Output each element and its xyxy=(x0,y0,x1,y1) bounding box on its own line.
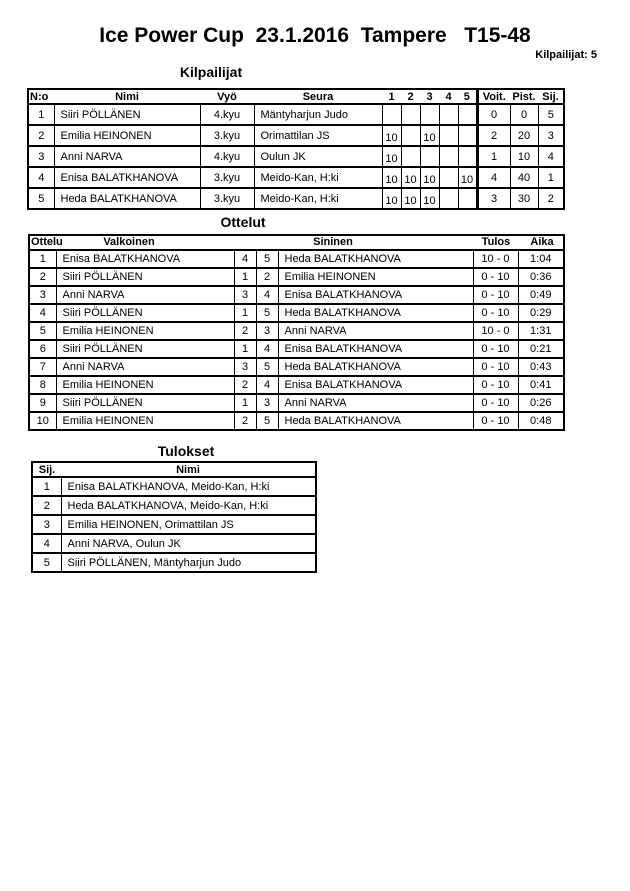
kilpailijat-row xyxy=(28,146,564,167)
wins-cell: 1 xyxy=(477,146,510,167)
col-header-sij: Sij. xyxy=(538,89,564,104)
ottelut-table-body xyxy=(29,250,564,430)
col-header-result-sij: Sij. xyxy=(32,462,61,477)
match-number-cell: 2 xyxy=(29,268,56,286)
blue-number-cell: 5 xyxy=(256,304,278,322)
time-cell: 1:31 xyxy=(518,322,564,340)
round-1-score-cell: 10 xyxy=(382,125,401,146)
final-placement-cell: 4 xyxy=(32,534,61,553)
round-3-score-cell: 10 xyxy=(420,188,439,209)
belt-grade-cell: 4.kyu xyxy=(200,104,254,125)
competitors-count: Kilpailijat: 5 xyxy=(535,49,597,61)
kilpailijat-row xyxy=(28,188,564,209)
kilpailijat-row xyxy=(28,167,564,188)
white-number-cell: 1 xyxy=(234,394,256,412)
wins-cell: 0 xyxy=(477,104,510,125)
white-number-cell: 2 xyxy=(234,412,256,430)
match-number-cell: 1 xyxy=(29,250,56,268)
white-number-cell: 1 xyxy=(234,340,256,358)
blue-competitor-cell: Heda BALATKHANOVA xyxy=(278,358,473,376)
white-competitor-cell: Anni NARVA xyxy=(56,358,234,376)
white-number-cell: 4 xyxy=(234,250,256,268)
tulokset-row xyxy=(32,477,316,496)
belt-grade-cell: 3.kyu xyxy=(200,125,254,146)
section-title-ottelut: Ottelut xyxy=(220,214,266,230)
blue-competitor-cell: Emilia HEINONEN xyxy=(278,268,473,286)
white-number-cell: 2 xyxy=(234,322,256,340)
competitor-name-cell: Heda BALATKHANOVA xyxy=(54,188,200,209)
ottelut-row xyxy=(29,376,564,394)
white-competitor-cell: Emilia HEINONEN xyxy=(56,412,234,430)
white-number-cell: 1 xyxy=(234,268,256,286)
round-1-score-cell xyxy=(382,104,401,125)
round-1-score-cell: 10 xyxy=(382,167,401,188)
white-competitor-cell: Siiri PÖLLÄNEN xyxy=(56,304,234,322)
round-4-score-cell xyxy=(439,146,458,167)
page-title: Ice Power Cup 23.1.2016 Tampere T15-48 xyxy=(99,24,531,47)
tulokset-table xyxy=(31,461,317,573)
section-title-tulokset: Tulokset xyxy=(157,443,215,459)
belt-grade-cell: 3.kyu xyxy=(200,188,254,209)
result-cell: 0 - 10 xyxy=(473,358,518,376)
ottelut-row xyxy=(29,268,564,286)
blue-competitor-cell: Enisa BALATKHANOVA xyxy=(278,376,473,394)
match-number-cell: 7 xyxy=(29,358,56,376)
time-cell: 1:04 xyxy=(518,250,564,268)
match-number-cell: 3 xyxy=(29,286,56,304)
ottelut-row xyxy=(29,304,564,322)
tulokset-header-row xyxy=(32,462,316,477)
wins-cell: 4 xyxy=(477,167,510,188)
round-3-score-cell: 10 xyxy=(420,167,439,188)
blue-competitor-cell: Heda BALATKHANOVA xyxy=(278,250,473,268)
white-competitor-cell: Emilia HEINONEN xyxy=(56,322,234,340)
round-4-score-cell xyxy=(439,167,458,188)
ottelut-row xyxy=(29,412,564,430)
competitor-number-cell: 5 xyxy=(28,188,54,209)
time-cell: 0:26 xyxy=(518,394,564,412)
time-cell: 0:48 xyxy=(518,412,564,430)
tulokset-row xyxy=(32,534,316,553)
white-number-cell: 3 xyxy=(234,358,256,376)
result-cell: 0 - 10 xyxy=(473,412,518,430)
ottelut-header-row xyxy=(29,235,564,250)
blue-number-cell: 3 xyxy=(256,322,278,340)
placement-cell: 2 xyxy=(538,188,564,209)
final-name-cell: Emilia HEINONEN, Orimattilan JS xyxy=(61,515,316,534)
white-competitor-cell: Siiri PÖLLÄNEN xyxy=(56,268,234,286)
ottelut-row xyxy=(29,286,564,304)
blue-competitor-cell: Enisa BALATKHANOVA xyxy=(278,340,473,358)
final-name-cell: Heda BALATKHANOVA, Meido-Kan, H:ki xyxy=(61,496,316,515)
col-header-pist: Pist. xyxy=(510,89,538,104)
ottelut-row xyxy=(29,358,564,376)
round-2-score-cell: 10 xyxy=(401,167,420,188)
ottelut-table xyxy=(28,234,565,431)
points-cell: 0 xyxy=(510,104,538,125)
final-placement-cell: 1 xyxy=(32,477,61,496)
result-cell: 0 - 10 xyxy=(473,286,518,304)
blue-competitor-cell: Anni NARVA xyxy=(278,322,473,340)
final-placement-cell: 2 xyxy=(32,496,61,515)
ottelut-row xyxy=(29,250,564,268)
result-cell: 0 - 10 xyxy=(473,268,518,286)
blue-number-cell: 4 xyxy=(256,286,278,304)
kilpailijat-row xyxy=(28,104,564,125)
col-header-round-4: 4 xyxy=(439,89,458,104)
col-header-nimi: Nimi xyxy=(54,89,200,104)
col-header-result-nimi: Nimi xyxy=(61,462,316,477)
blue-number-cell: 5 xyxy=(256,412,278,430)
time-cell: 0:41 xyxy=(518,376,564,394)
time-cell: 0:49 xyxy=(518,286,564,304)
time-cell: 0:36 xyxy=(518,268,564,286)
final-placement-cell: 3 xyxy=(32,515,61,534)
time-cell: 0:21 xyxy=(518,340,564,358)
final-name-cell: Enisa BALATKHANOVA, Meido-Kan, H:ki xyxy=(61,477,316,496)
blue-number-cell: 4 xyxy=(256,376,278,394)
blue-competitor-cell: Enisa BALATKHANOVA xyxy=(278,286,473,304)
competitor-name-cell: Enisa BALATKHANOVA xyxy=(54,167,200,188)
round-2-score-cell xyxy=(401,146,420,167)
club-cell: Meido-Kan, H:ki xyxy=(254,167,382,188)
tulokset-table-body xyxy=(32,477,316,572)
competitor-name-cell: Anni NARVA xyxy=(54,146,200,167)
final-name-cell: Siiri PÖLLÄNEN, Mäntyharjun Judo xyxy=(61,553,316,572)
col-header-sininen: Sininen xyxy=(313,236,353,248)
wins-cell: 3 xyxy=(477,188,510,209)
competitor-number-cell: 3 xyxy=(28,146,54,167)
col-header-vyo: Vyö xyxy=(200,89,254,104)
match-number-cell: 9 xyxy=(29,394,56,412)
result-cell: 0 - 10 xyxy=(473,376,518,394)
placement-cell: 1 xyxy=(538,167,564,188)
white-competitor-cell: Enisa BALATKHANOVA xyxy=(56,250,234,268)
col-header-seura: Seura xyxy=(254,89,382,104)
competitor-name-cell: Siiri PÖLLÄNEN xyxy=(54,104,200,125)
col-header-round-1: 1 xyxy=(382,89,401,104)
white-competitor-cell: Anni NARVA xyxy=(56,286,234,304)
blue-competitor-cell: Heda BALATKHANOVA xyxy=(278,412,473,430)
ottelut-row xyxy=(29,394,564,412)
col-header-round-3: 3 xyxy=(420,89,439,104)
col-header-aika: Aika xyxy=(530,236,554,248)
round-4-score-cell xyxy=(439,188,458,209)
round-1-score-cell: 10 xyxy=(382,188,401,209)
round-4-score-cell xyxy=(439,104,458,125)
points-cell: 40 xyxy=(510,167,538,188)
blue-number-cell: 2 xyxy=(256,268,278,286)
placement-cell: 4 xyxy=(538,146,564,167)
round-2-score-cell xyxy=(401,104,420,125)
match-number-cell: 6 xyxy=(29,340,56,358)
round-2-score-cell: 10 xyxy=(401,188,420,209)
club-cell: Orimattilan JS xyxy=(254,125,382,146)
round-5-score-cell xyxy=(458,188,477,209)
col-header-round-2: 2 xyxy=(401,89,420,104)
club-cell: Mäntyharjun Judo xyxy=(254,104,382,125)
round-5-score-cell xyxy=(458,146,477,167)
ottelut-row xyxy=(29,340,564,358)
ottelut-row xyxy=(29,322,564,340)
competitor-number-cell: 1 xyxy=(28,104,54,125)
round-2-score-cell xyxy=(401,125,420,146)
kilpailijat-table xyxy=(27,88,565,210)
col-header-ottelu: Ottelu xyxy=(31,236,63,248)
result-cell: 10 - 0 xyxy=(473,250,518,268)
white-number-cell: 2 xyxy=(234,376,256,394)
col-header-no: N:o xyxy=(28,89,54,104)
col-header-tulos: Tulos xyxy=(481,236,511,248)
tulokset-row xyxy=(32,496,316,515)
club-cell: Oulun JK xyxy=(254,146,382,167)
blue-number-cell: 3 xyxy=(256,394,278,412)
competitor-number-cell: 2 xyxy=(28,125,54,146)
final-name-cell: Anni NARVA, Oulun JK xyxy=(61,534,316,553)
competitor-number-cell: 4 xyxy=(28,167,54,188)
white-number-cell: 3 xyxy=(234,286,256,304)
wins-cell: 2 xyxy=(477,125,510,146)
match-number-cell: 4 xyxy=(29,304,56,322)
club-cell: Meido-Kan, H:ki xyxy=(254,188,382,209)
match-number-cell: 10 xyxy=(29,412,56,430)
placement-cell: 3 xyxy=(538,125,564,146)
result-cell: 0 - 10 xyxy=(473,394,518,412)
blue-competitor-cell: Anni NARVA xyxy=(278,394,473,412)
round-3-score-cell xyxy=(420,104,439,125)
col-header-round-5: 5 xyxy=(458,89,477,104)
white-number-cell: 1 xyxy=(234,304,256,322)
result-cell: 10 - 0 xyxy=(473,322,518,340)
white-competitor-cell: Siiri PÖLLÄNEN xyxy=(56,394,234,412)
points-cell: 20 xyxy=(510,125,538,146)
blue-number-cell: 5 xyxy=(256,250,278,268)
result-cell: 0 - 10 xyxy=(473,340,518,358)
time-cell: 0:43 xyxy=(518,358,564,376)
kilpailijat-header-row xyxy=(28,89,564,104)
result-cell: 0 - 10 xyxy=(473,304,518,322)
points-cell: 30 xyxy=(510,188,538,209)
round-5-score-cell: 10 xyxy=(458,167,477,188)
round-3-score-cell xyxy=(420,146,439,167)
section-title-kilpailijat: Kilpailijat xyxy=(179,64,243,80)
white-competitor-cell: Emilia HEINONEN xyxy=(56,376,234,394)
placement-cell: 5 xyxy=(538,104,564,125)
tulokset-row xyxy=(32,553,316,572)
col-header-valkoinen: Valkoinen xyxy=(103,236,155,248)
belt-grade-cell: 3.kyu xyxy=(200,167,254,188)
final-placement-cell: 5 xyxy=(32,553,61,572)
match-number-cell: 8 xyxy=(29,376,56,394)
col-header-voit: Voit. xyxy=(477,89,510,104)
round-5-score-cell xyxy=(458,125,477,146)
round-4-score-cell xyxy=(439,125,458,146)
tulokset-row xyxy=(32,515,316,534)
white-competitor-cell: Siiri PÖLLÄNEN xyxy=(56,340,234,358)
blue-competitor-cell: Heda BALATKHANOVA xyxy=(278,304,473,322)
points-cell: 10 xyxy=(510,146,538,167)
blue-number-cell: 4 xyxy=(256,340,278,358)
round-1-score-cell: 10 xyxy=(382,146,401,167)
blue-number-cell: 5 xyxy=(256,358,278,376)
round-3-score-cell: 10 xyxy=(420,125,439,146)
round-5-score-cell xyxy=(458,104,477,125)
kilpailijat-table-body xyxy=(28,104,564,209)
competitor-name-cell: Emilia HEINONEN xyxy=(54,125,200,146)
time-cell: 0:29 xyxy=(518,304,564,322)
belt-grade-cell: 4.kyu xyxy=(200,146,254,167)
kilpailijat-row xyxy=(28,125,564,146)
match-number-cell: 5 xyxy=(29,322,56,340)
